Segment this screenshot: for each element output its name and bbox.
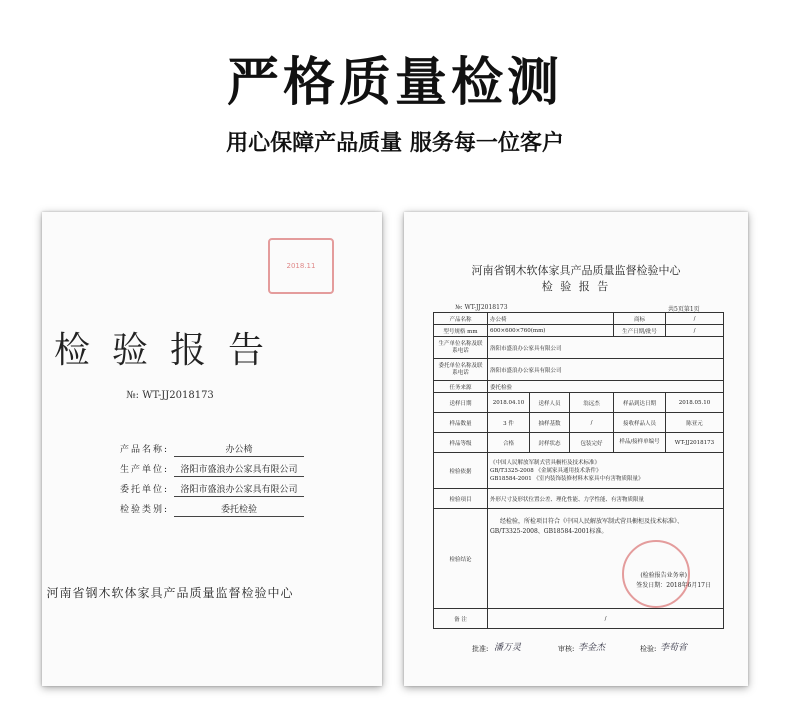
page-subheadline: 用心保障产品质量 服务每一位客户 — [226, 131, 564, 156]
approve-signature: 潘万灵 — [494, 643, 522, 653]
cover-field-category: 检验类别: 委托检验 — [120, 502, 304, 517]
cover-field-product: 产品名称: 办公椅 — [120, 442, 304, 457]
cover-footer: 河南省钢木软体家具产品质量监督检验中心 — [46, 586, 294, 600]
page-headline: 严格质量检测 — [226, 53, 563, 113]
report-table: 产品名称 办公椅 商标 / 型号规格 mm 600×600×760(mm) 生产日期/批号 / 生产单位名称及联系电话 洛阳市盛浪办公家具有限公司 委托单位名称及联系电话 洛阳市盛浪办公家具有限公司 任务来源 委托检验 送样日期 2018.04.10 送样人员 翁远杰 样品到达日期 2018.05.10 样品数量 3 件 抽样基数 / 接收样品人员 陈亚元 样品等级 合格 封样状态 包装完好 样品/接样单编号 WT-JJ2018173 检验依据 《中国人民解放军制式营具橱柜及技术标准》 GB/T3325-2008 《金属家具通用技术条件》 GB18584-2001 《室内装饰装修材料木家具中有害物质限量》 检验项目 外形尺寸及形状位置公差、理化性能、力学性能、有害物质限量 检验结论 经检验，所检项目符合《中国人民解放军制式营具橱柜及技术标准》、 GB/T3325-2008、GB18584-2001标准。 (检验报告业务章) 签发日期：2018年6月17日 备 注 / — [433, 312, 724, 629]
cover-stamp: 2018.11 — [268, 238, 334, 294]
report-title: 检 验 报 告 — [541, 280, 611, 293]
report-round-stamp — [622, 540, 690, 608]
cover-title: 检验报告 — [53, 330, 286, 371]
cover-field-maker: 生产单位: 洛阳市盛浪办公家具有限公司 — [120, 462, 304, 477]
review-label: 审核: — [558, 645, 575, 653]
review-signature: 李金杰 — [578, 643, 606, 653]
check-signature: 李荀省 — [660, 643, 688, 653]
report-no: №: WT-JJ2018173 — [455, 304, 508, 311]
approve-label: 批准: — [472, 645, 489, 653]
check-label: 检验: — [640, 645, 657, 653]
cover-report-no: №: WT-JJ2018173 — [126, 390, 214, 401]
report-page: 共5页第1页 — [668, 306, 700, 313]
report-org-title: 河南省钢木软体家具产品质量监督检验中心 — [471, 264, 681, 277]
cover-field-client: 委托单位: 洛阳市盛浪办公家具有限公司 — [120, 482, 304, 497]
